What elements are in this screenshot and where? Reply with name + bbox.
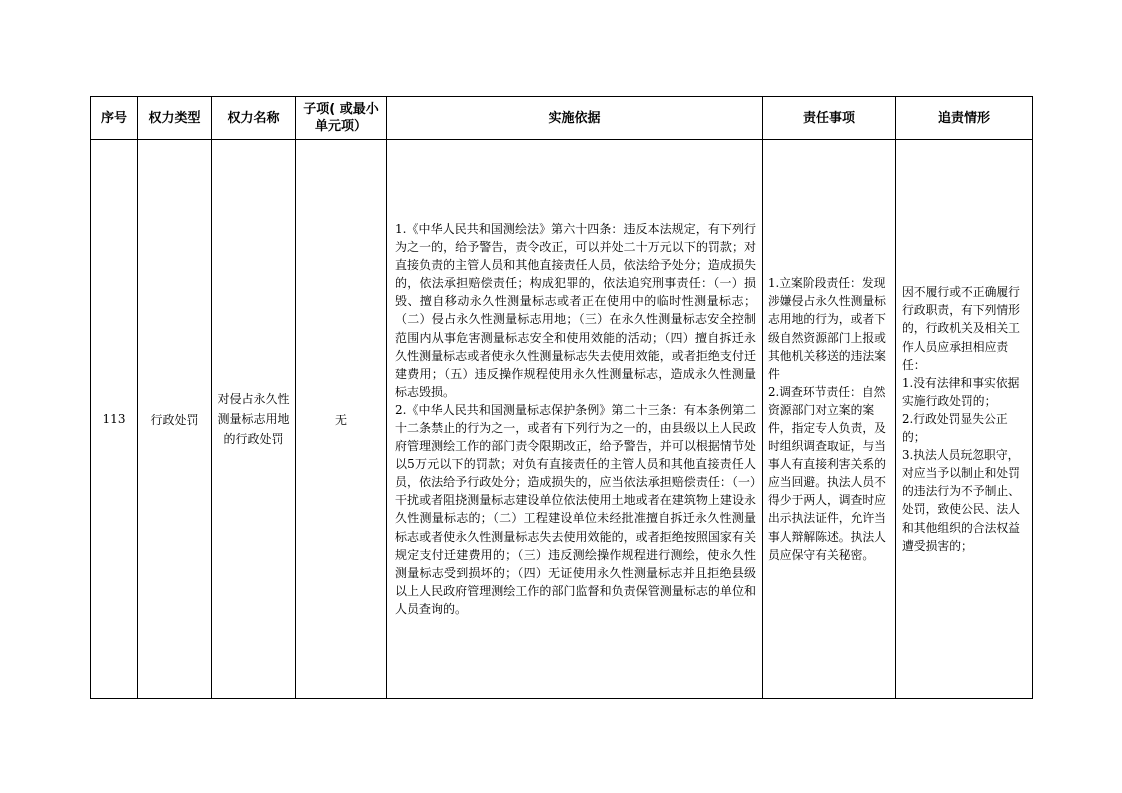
- header-accountability: 追责情形: [896, 97, 1033, 140]
- table-row: [91, 140, 1033, 699]
- cell-sub-item: 无: [296, 140, 387, 699]
- header-power-type: 权力类型: [138, 97, 212, 140]
- header-responsibility: 责任事项: [763, 97, 896, 140]
- header-row: [91, 97, 1033, 140]
- accountability-paragraph: 2.行政处罚显失公正的；: [902, 411, 1008, 445]
- cell-power-name: 对侵占永久性测量标志用地的行政处罚: [212, 140, 296, 699]
- basis-paragraph: 2.《中华人民共和国测量标志保护条例》第二十三条：有本条例第二十二条禁止的行为之一，或者有下列行为之一的，由县级以上人民政府管理测绘工作的部门责令限期改正，给予警告，并可以根据情节处以5万元以下的罚款；对负有直接责任的主管人员和其他直接责任人员，依法给予行政处分；造成损失的，应当依法承担赔偿责任：（一）干扰或者阻挠测量标志建设单位依法使用土地或者在建筑物上建设永久性测量标志的；（二）工程建设单位未经批准擅自拆迁永久性测量标志或者使永久性测量标志失去使用效能的，或者拒绝按照国家有关规定支付迁建费用的；（三）违反测绘操作规程进行测绘，使永久性测量标志受到损坏的；（四）无证使用永久性测量标志并且拒绝县级以上人民政府管理测绘工作的部门监督和负责保管测量标志的单位和人员查询的。: [395, 402, 756, 616]
- cell-power-type: 行政处罚: [138, 140, 212, 699]
- responsibility-paragraph: 1.立案阶段责任：发现涉嫌侵占永久性测量标志用地的行为，或者下级自然资源部门上报或其他机关移送的违法案件: [768, 276, 886, 381]
- cell-seq: 113: [91, 140, 138, 699]
- cell-responsibility: [763, 140, 896, 699]
- header-seq: 序号: [91, 97, 138, 140]
- header-power-name: 权力名称: [212, 97, 296, 140]
- header-basis: 实施依据: [387, 97, 763, 140]
- accountability-paragraph: 因不履行或不正确履行行政职责，有下列情形的，行政机关及相关工作人员应承担相应责任：: [902, 285, 1020, 372]
- responsibility-paragraph: 2.调查环节责任：自然资源部门对立案的案件，指定专人负责，及时组织调查取证，与当事人有直接利害关系的应当回避。执法人员不得少于两人，调查时应出示执法证件，允许当事人辩解陈述。执法人员应保守有关秘密。: [768, 384, 886, 562]
- cell-accountability: [896, 140, 1033, 699]
- header-sub-item: 子项( 或最小 单元项）: [296, 97, 387, 140]
- power-list-table: [90, 96, 1033, 699]
- accountability-paragraph: 3.执法人员玩忽职守，对应当予以制止和处罚的违法行为不予制止、处罚，致使公民、法人和其他组织的合法权益遭受损害的；: [902, 448, 1020, 553]
- accountability-paragraph: 1.没有法律和事实依据实施行政处罚的；: [902, 375, 1020, 408]
- basis-paragraph: 1.《中华人民共和国测绘法》第六十四条：违反本法规定，有下列行为之一的，给予警告，责令改正，可以并处二十万元以下的罚款；对直接负责的主管人员和其他直接责任人员，依法给予处分；造成损失的，依法承担赔偿责任；构成犯罪的，依法追究刑事责任：（一）损毁、擅自移动永久性测量标志或者正在使用中的临时性测量标志；（二）侵占永久性测量标志用地；（三）在永久性测量标志安全控制范围内从事危害测量标志安全和使用效能的活动；（四）擅自拆迁永久性测量标志或者使永久性测量标志失去使用效能，或者拒绝支付迁建费用；（五）违反操作规程使用永久性测量标志，造成永久性测量标志毁损。: [395, 221, 756, 399]
- cell-basis: [387, 140, 763, 699]
